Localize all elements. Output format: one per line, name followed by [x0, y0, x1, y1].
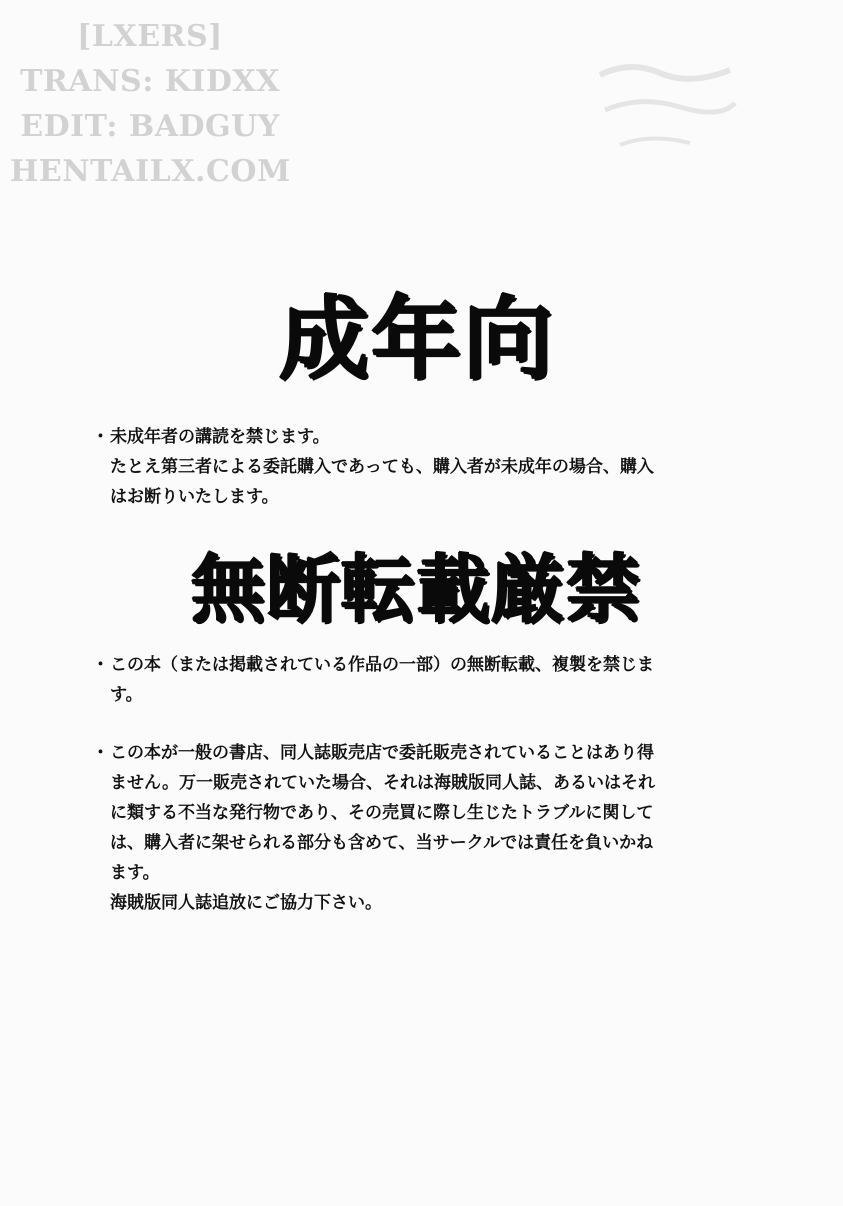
adult-only-heading: 成年向: [279, 287, 555, 392]
minors-line-3: はお断りいたします。: [110, 487, 279, 507]
piracy-line-4: は、購入者に架せられる部分も含めて、当サークルでは責任を負いかね: [110, 833, 654, 853]
piracy-line-5: ます。: [110, 863, 160, 883]
minors-line-1: 未成年者の講読を禁じます。: [110, 427, 330, 447]
minors-line-2: たとえ第三者による委託購入であっても、購入者が未成年の場合、購入: [110, 457, 654, 477]
credit-site: HENTAILX.COM: [10, 154, 291, 189]
bleed-through-smudge: [590, 55, 740, 165]
bullet-mark: ・: [92, 743, 109, 763]
bullet-mark: ・: [92, 427, 109, 447]
bullet-mark: ・: [92, 655, 109, 675]
reproduction-line-2: す。: [110, 685, 143, 705]
piracy-line-1: この本が一般の書店、同人誌販売店で委託販売されていることはあり得: [110, 743, 654, 763]
minors-notice: [92, 422, 742, 512]
piracy-line-3: に類する不当な発行物であり、その売買に際し生じたトラブルに関して: [110, 803, 654, 823]
no-reproduction-heading: 無断転載厳禁: [191, 547, 641, 633]
credit-group: [LXERS]: [77, 19, 223, 54]
credit-editor: EDIT: BADGUY: [20, 109, 280, 144]
reproduction-line-1: この本（または掲載されている作品の一部）の無断転載、複製を禁じま: [110, 655, 654, 675]
piracy-notice: [92, 738, 742, 918]
piracy-line-6: 海賊版同人誌追放にご協力下さい。: [110, 893, 382, 913]
piracy-line-2: ません。万一販売されていた場合、それは海賊版同人誌、あるいはそれ: [110, 773, 656, 793]
credit-translator: TRANS: KIDXX: [20, 64, 280, 99]
reproduction-notice: [92, 650, 742, 710]
scanlation-credits: [10, 14, 290, 194]
